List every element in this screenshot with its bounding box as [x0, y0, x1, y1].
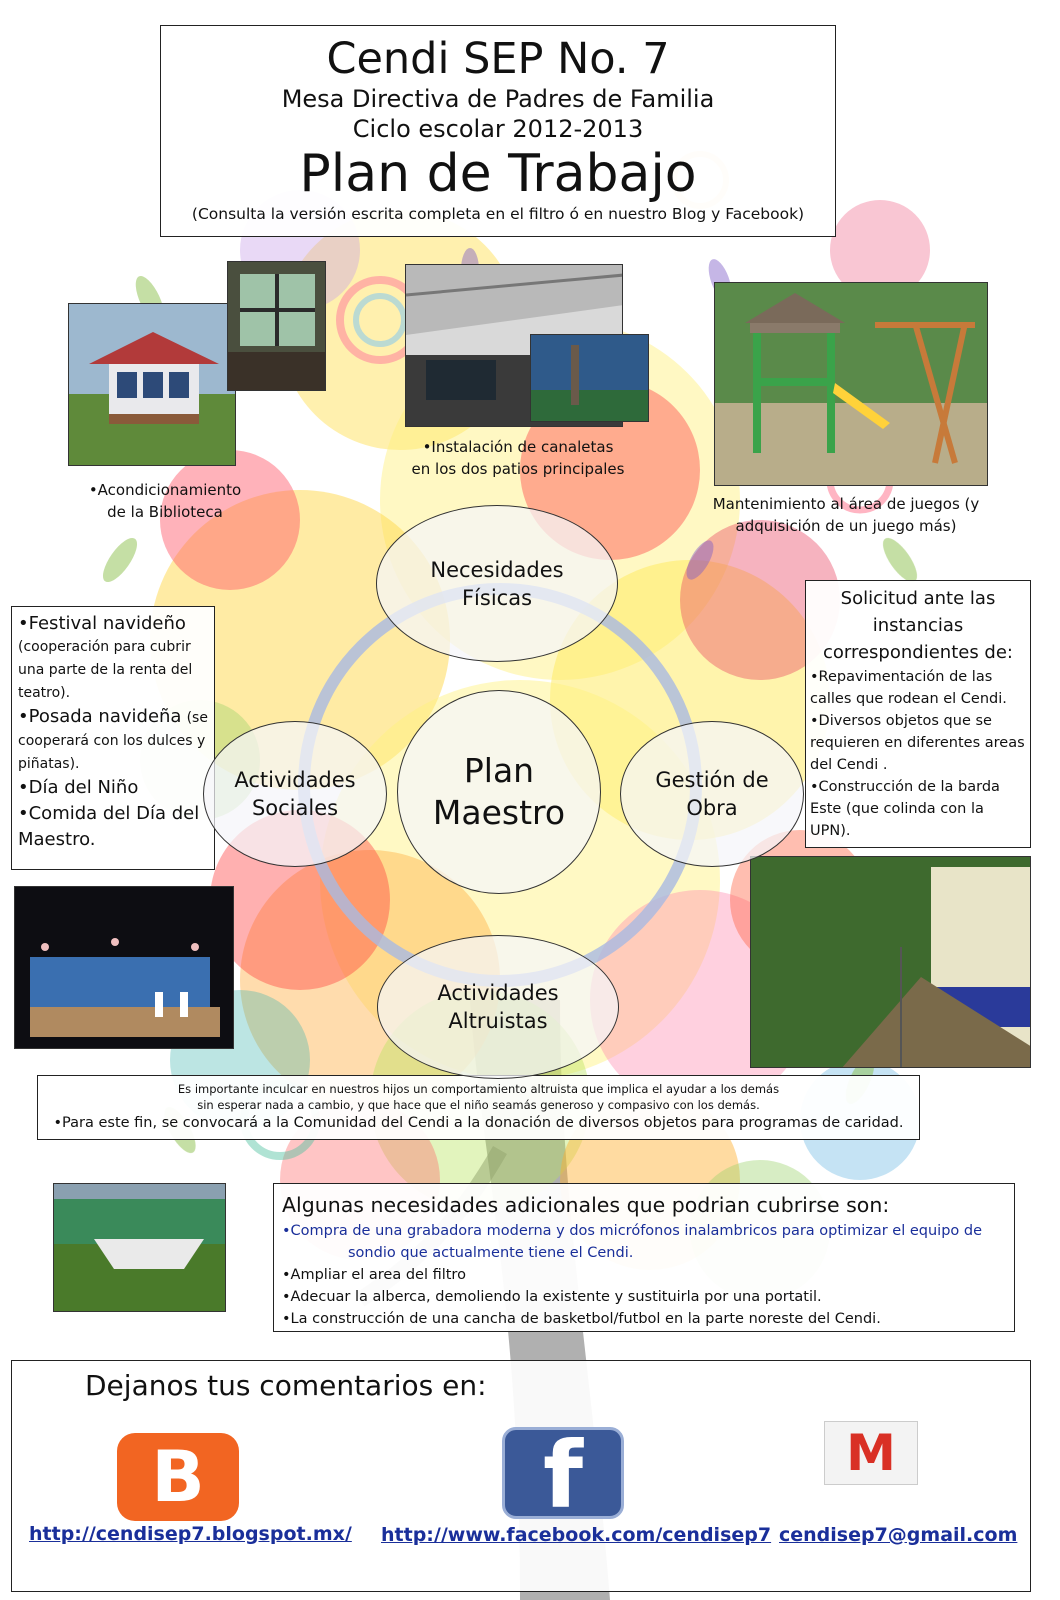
extra-item-court: •La construcción de una cancha de basketbol/futbol en la parte noreste del Cendi. [282, 1311, 881, 1327]
obra-item: •Diversos objetos que se requieren en diferentes areas del Cendi . [810, 713, 1025, 773]
library-photo [68, 303, 236, 466]
page-title: Cendi SEP No. 7 [326, 34, 670, 84]
obra-item: •Repavimentación de las calles que rodean el Cendi. [810, 669, 1007, 707]
social-item: •Día del Niño [18, 777, 139, 798]
altruist-box [37, 1075, 920, 1140]
gutter-photo-2 [530, 334, 649, 422]
altruist-line2: sin esperar nada a cambio, y que hace que el niño seamás generoso y compasivo con los demás. [197, 1098, 760, 1112]
theater-photo [14, 886, 234, 1049]
blogger-icon[interactable]: B [117, 1433, 239, 1521]
footer-box [11, 1360, 1031, 1592]
obra-heading: Solicitud ante las instancias correspondientes de: [822, 588, 1013, 663]
extra-heading: Algunas necesidades adicionales que podrian cubrirse son: [282, 1193, 890, 1217]
facebook-link[interactable]: http://www.facebook.com/cendisep7 [381, 1524, 772, 1546]
header-subtitle-line2: Ciclo escolar 2012-2013 [352, 115, 644, 143]
email-link[interactable]: cendisep7@gmail.com [779, 1524, 1018, 1546]
social-item: •Posada navideña (se cooperará con los dulces y piñatas). [18, 706, 208, 772]
playground-photo [714, 282, 988, 486]
diagram-node-actividades-altruistas: Actividades Altruistas [377, 935, 619, 1079]
social-activities-box [11, 606, 215, 870]
header-note: (Consulta la versión escrita completa en el filtro ó en nuestro Blog y Facebook) [191, 205, 805, 223]
social-item: •Festival navideño (cooperación para cubrir una parte de la renta del teatro). [18, 613, 193, 701]
social-item: •Comida del Día del Maestro. [18, 803, 200, 850]
library-window-photo [227, 261, 326, 391]
extra-item-recorder-cont: sondio que actualmente tiene el Cendi. [348, 1245, 634, 1261]
diagram-node-gestion-de-obra: Gestión de Obra [620, 721, 804, 867]
diagram-center-plan-maestro: Plan Maestro [397, 690, 601, 894]
obra-requests-box [805, 580, 1031, 848]
gmail-icon[interactable]: M [824, 1421, 918, 1485]
blog-link[interactable]: http://cendisep7.blogspot.mx/ [29, 1523, 352, 1545]
header-box [160, 25, 836, 237]
caption-biblioteca: •Acondicionamiento de la Biblioteca [88, 481, 242, 521]
extra-item-pool: •Adecuar la alberca, demoliendo la existente y sustituirla por una portatil. [282, 1289, 822, 1305]
footer-heading: Dejanos tus comentarios en: [85, 1369, 487, 1402]
obra-item: •Construcción de la barda Este (que colinda con la UPN). [810, 779, 1000, 839]
caption-canaletas: •Instalación de canaletas en los dos patios principales [411, 438, 625, 478]
altruist-line3: •Para este fin, se convocará a la Comunidad del Cendi a la donación de diversos objetos para programas de caridad. [53, 1115, 904, 1131]
header-subtitle-line1: Mesa Directiva de Padres de Familia [281, 85, 715, 113]
caption-juegos: Mantenimiento al área de juegos (y adquisición de un juego más) [712, 495, 980, 535]
fence-photo [750, 856, 1031, 1068]
pool-photo [53, 1183, 226, 1312]
extra-item-filter: •Ampliar el area del filtro [282, 1267, 466, 1283]
extra-needs-box [273, 1183, 1015, 1332]
diagram-node-actividades-sociales: Actividades Sociales [203, 721, 387, 867]
altruist-line1: Es importante inculcar en nuestros hijos un comportamiento altruista que implica el ayudar a los demás [177, 1082, 780, 1096]
diagram-node-necesidades-fisicas: Necesidades Físicas [376, 505, 618, 662]
extra-item-recorder: •Compra de una grabadora moderna y dos micrófonos inalambricos para optimizar el equipo de [282, 1223, 983, 1239]
facebook-icon[interactable]: f [502, 1427, 624, 1519]
plan-title: Plan de Trabajo [299, 144, 697, 204]
